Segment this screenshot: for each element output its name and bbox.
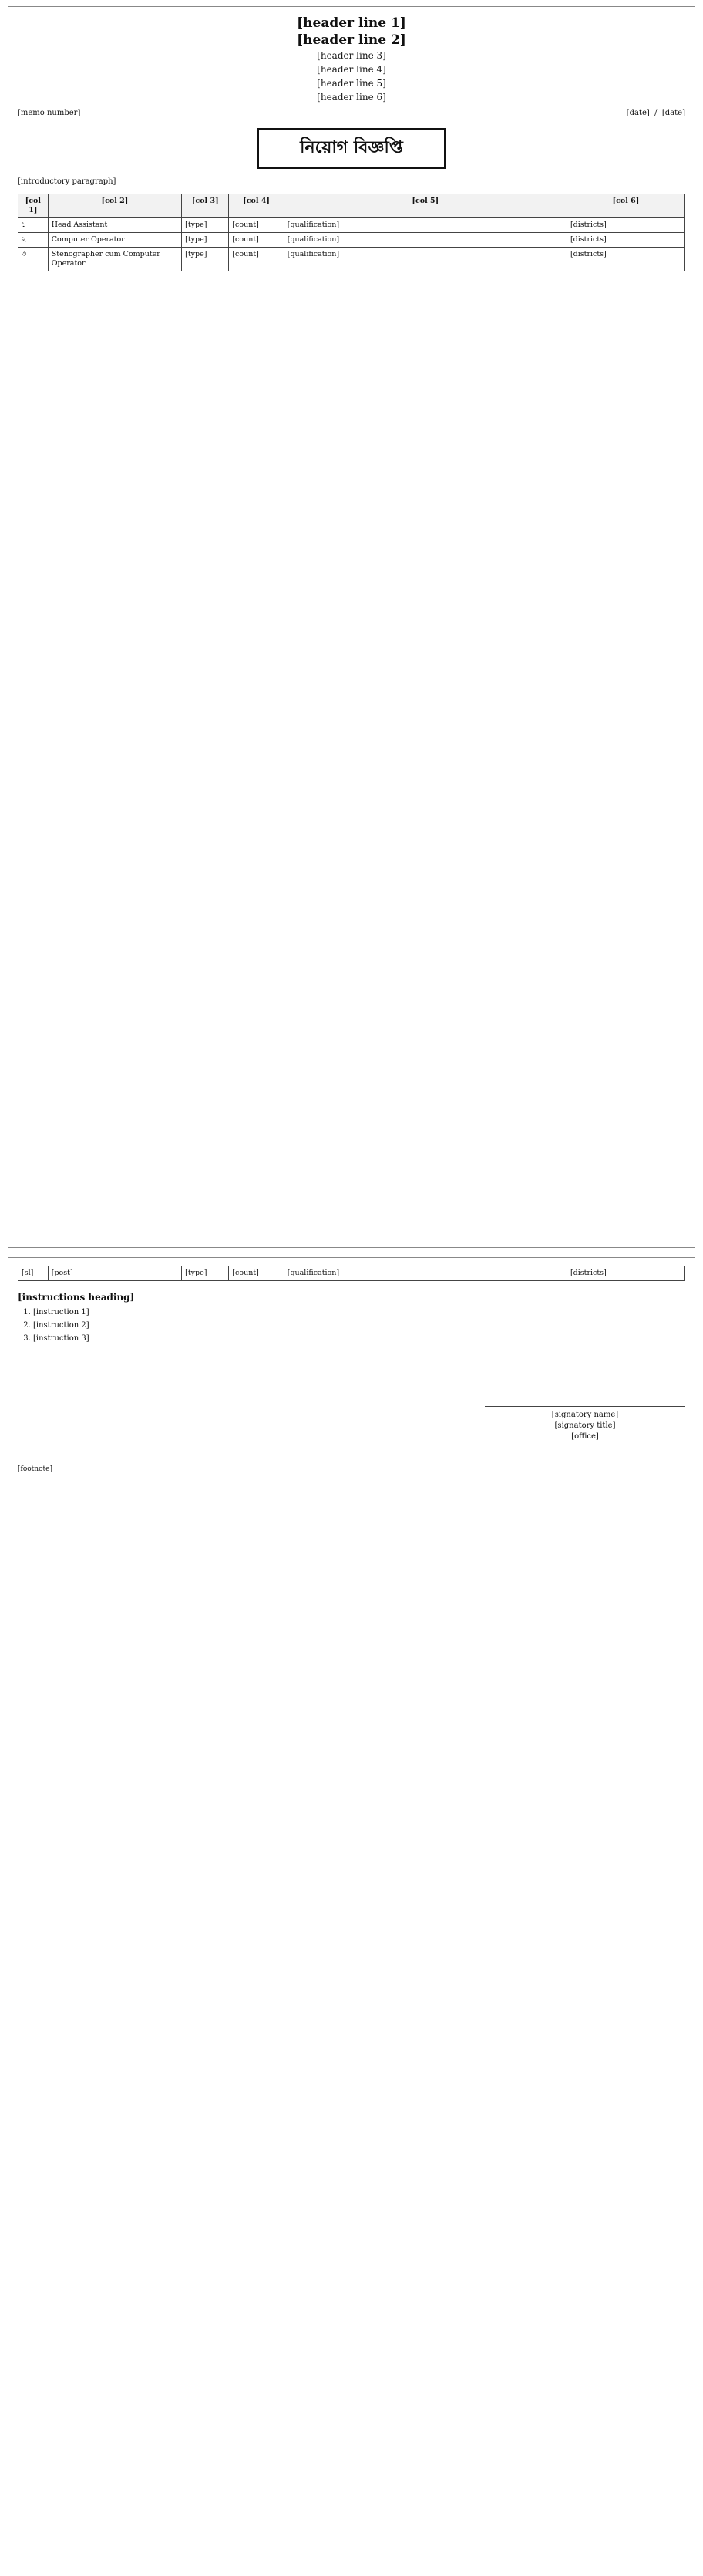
instruction-item: 3. [instruction 3] [33, 1334, 685, 1344]
memo-date-en: [date] [661, 109, 685, 117]
cell-districts: [districts] [567, 218, 684, 233]
cell-sl: [sl] [18, 1266, 49, 1281]
cell-count: [count] [229, 233, 284, 248]
recruitment-table-part1 [18, 194, 685, 271]
cell-count: [count] [229, 248, 284, 271]
notice-intro: [introductory paragraph] [18, 177, 116, 186]
instructions-list [18, 1307, 685, 1344]
header-line: [header line 6] [317, 92, 386, 103]
cell-qualification: [qualification] [284, 1266, 567, 1281]
cell-post: Stenographer cum Computer Operator [48, 248, 181, 271]
col-count: [col 4] [229, 194, 284, 218]
cell-districts: [districts] [567, 233, 684, 248]
table-row [18, 218, 685, 233]
notice-title: নিয়োগ বিজ্ঞপ্তি [257, 128, 446, 169]
cell-sl: ২ [18, 233, 49, 248]
cell-count: [count] [229, 218, 284, 233]
recruitment-table-part2 [18, 1266, 685, 1281]
cell-districts: [districts] [567, 248, 684, 271]
cell-post: [post] [48, 1266, 181, 1281]
notice-panel-2 [8, 1257, 695, 2568]
cell-sl: ১ [18, 218, 49, 233]
signatory-office: [office] [571, 1432, 599, 1441]
memo-dates: [date] / [date] [626, 109, 685, 117]
col-sl: [col 1] [18, 194, 49, 218]
cell-type: [type] [182, 218, 229, 233]
signatory-name: [signatory name] [551, 1411, 619, 1419]
cell-qualification: [qualification] [284, 233, 567, 248]
notice-panel-1 [8, 6, 695, 1248]
notice-header [18, 15, 685, 104]
signature-block [485, 1375, 685, 1442]
cell-count: [count] [229, 1266, 284, 1281]
cell-post: Head Assistant [48, 218, 181, 233]
table-header-row [18, 194, 685, 218]
instruction-item: 1. [instruction 1] [33, 1307, 685, 1318]
cell-qualification: [qualification] [284, 218, 567, 233]
table-row [18, 1266, 685, 1281]
signature-mark [485, 1375, 685, 1407]
memo-row [18, 109, 685, 117]
col-districts: [col 6] [567, 194, 684, 218]
col-qualification: [col 5] [284, 194, 567, 218]
signatory-title: [signatory title] [554, 1421, 616, 1430]
cell-post: Computer Operator [48, 233, 181, 248]
header-line: [header line 2] [297, 32, 406, 48]
col-post: [col 2] [48, 194, 181, 218]
cell-sl: ৩ [18, 248, 49, 271]
footnote: [footnote] [18, 1465, 52, 1473]
table-row [18, 248, 685, 271]
table-row [18, 233, 685, 248]
header-line: [header line 5] [317, 78, 386, 89]
memo-date-bn: [date] [626, 109, 650, 117]
cell-type: [type] [182, 233, 229, 248]
col-type: [col 3] [182, 194, 229, 218]
header-line: [header line 1] [297, 15, 406, 31]
memo-number: [memo number] [18, 109, 81, 117]
instructions-title: [instructions heading] [18, 1292, 135, 1303]
cell-qualification: [qualification] [284, 248, 567, 271]
header-line: [header line 4] [317, 64, 386, 75]
cell-type: [type] [182, 248, 229, 271]
instruction-item: 2. [instruction 2] [33, 1320, 685, 1331]
cell-districts: [districts] [567, 1266, 684, 1281]
header-line: [header line 3] [317, 50, 386, 61]
cell-type: [type] [182, 1266, 229, 1281]
